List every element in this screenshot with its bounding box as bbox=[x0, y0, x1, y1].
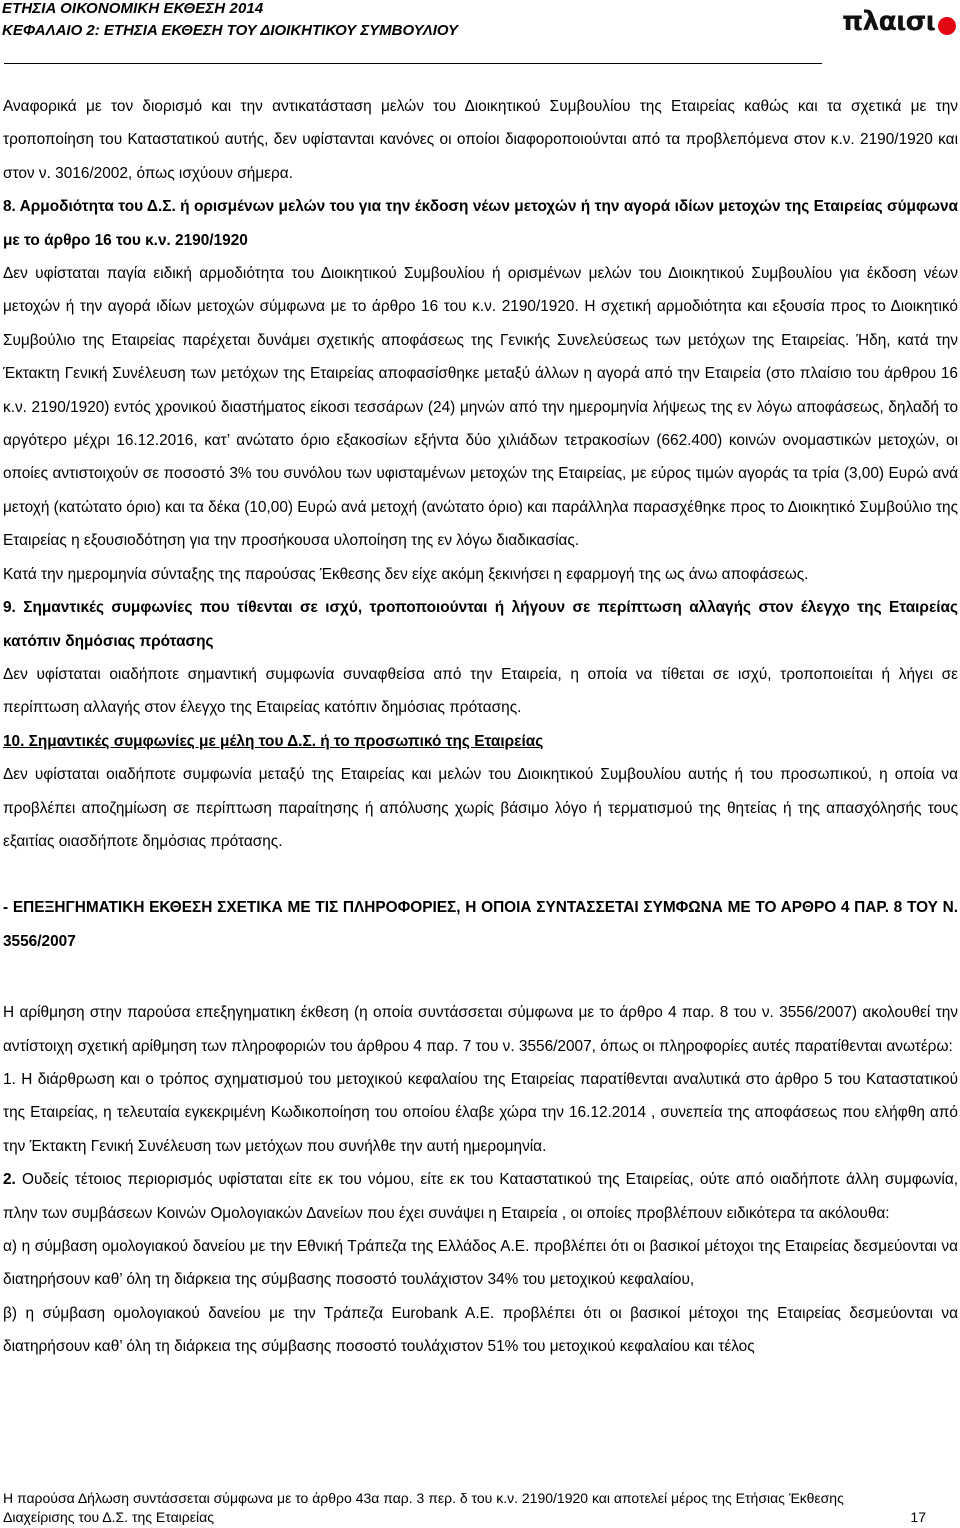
section-heading-9: 9. Σημαντικές συμφωνίες που τίθενται σε ισχύ, τροποποιούνται ή λήγουν σε περίπτωση αλλαγής στον έλεγχο της Εταιρείας κατόπιν δημόσιας πρότασης bbox=[3, 599, 958, 650]
section-heading-10: 10. Σημαντικές συμφωνίες με μέλη του Δ.Σ. ή το προσωπικό της Εταιρείας bbox=[3, 732, 544, 750]
page-number: 17 bbox=[910, 1509, 926, 1525]
header-divider bbox=[4, 63, 822, 64]
report-title: ΕΤΗΣΙΑ ΟΙΚΟΝΟΜΙΚΗ ΕΚΘΕΣΗ 2014 bbox=[2, 0, 264, 17]
plaisio-logo bbox=[842, 8, 960, 38]
chapter-title: ΚΕΦΑΛΑΙΟ 2: ΕΤΗΣΙΑ ΕΚΘΕΣΗ ΤΟΥ ΔΙΟΙΚΗΤΙΚΟΥ ΣΥΜΒΟΥΛΙΟΥ bbox=[2, 22, 458, 39]
paragraph-explanatory-intro: Η αρίθμηση στην παρούσα επεξηγηματικη έκθεση (η οποία συντάσσεται σύμφωνα με το άρθρο 4 παρ. 8 του ν. 3556/2007) ακολουθεί την αντίστοιχη σχετική αρίθμηση των πληροφοριών του άρθρου 4 παρ. 7 του ν. 3556/2007, όπως οι πληροφορίες αυτές παρατίθενται ανωτέρω: bbox=[3, 1004, 958, 1055]
paragraph-section-8-main: Δεν υφίσταται παγία ειδική αρμοδιότητα του Διοικητικού Συμβουλίου ή ορισμένων μελών του Διοικητικού Συμβουλίου για έκδοση νέων μετοχών ή την αγορά ιδίων μετοχών σύμφωνα με το άρθρο 16 του κ.ν. 2190/1920. Η σχετική αρμοδιότητα και εξουσία προς το Διοικητικό Συμβούλιο της Εταιρείας παρέχεται δυνάμει σχετικής αποφάσεως της Γενικής Συνελεύσεως των μετόχων της Εταιρείας. Ήδη, κατά την Έκτακτη Γενική Συνέλευση των μετόχων της Εταιρείας αποφασίσθηκε μεταξύ άλλων η αγορά από την Εταιρεία (στο πλαίσιο του άρθρου 16 κ.ν. 2190/1920) εντός χρονικού διαστήματος είκοσι τεσσάρων (24) μηνών από την ημερομηνία λήψεως της εν λόγω αποφάσεως, δηλαδή το αργότερο μέχρι 16.12.2016, κατ’ ανώτατο όριο εξακοσίων εξήντα δύο χιλιάδων τετρακοσίων (662.400) κοινών ονομαστικών μετοχών, οι οποίες αντιστοιχούν σε ποσοστό 3% του συνόλου των υφισταμένων μετοχών της Εταιρείας, με εύρος τιμών αγοράς τα τρία (3,00) Ευρώ ανά μετοχή (κατώτατο όριο) και τα δέκα (10,00) Ευρώ ανά μετοχή (ανώτατο όριο) και παράλληλα παρασχέθηκε προς το Διοικητικό Συμβούλιο της Εταιρείας η εξουσιοδότηση για την προσήκουσα υλοποίηση της εν λόγω διαδικασίας. bbox=[3, 265, 958, 550]
paragraph-section-10: Δεν υφίσταται οιαδήποτε συμφωνία μεταξύ της Εταιρείας και μελών του Διοικητικού Συμβουλίου αυτής ή του προσωπικού, η οποία να προβλέπει αποζημίωση σε περίπτωση παραίτησης ή απόλυσης χωρίς βάσιμο λόγο ή τερματισμού της θητείας ή της απασχόλησής τους εξαιτίας οιασδήποτε δημόσιας πρότασης. bbox=[3, 766, 958, 850]
paragraph-section-9: Δεν υφίσταται οιαδήποτε σημαντική συμφωνία συναφθείσα από την Εταιρεία, η οποία να τίθεται σε ισχύ, τροποποιείται ή λήγει σε περίπτωση αλλαγής στον έλεγχο της Εταιρείας κατόπιν δημόσιας πρότασης. bbox=[3, 665, 958, 717]
logo-red-dot-icon bbox=[938, 17, 956, 35]
footer-row bbox=[3, 1508, 958, 1527]
paragraph-section-8-status: Κατά την ημερομηνία σύνταξης της παρούσας Έκθεσης δεν είχε ακόμη ξεκινήσει η εφαρμογή της ως άνω αποφάσεως. bbox=[3, 565, 809, 583]
item-2-text: Ουδείς τέτοιος περιορισμός υφίσταται είτε εκ του νόμου, είτε εκ του Καταστατικού της Εταιρείας, ούτε από οιαδήποτε άλλη συμφωνία, πλην των συμβάσεων Κοινών Ομολογιακών Δανείων που έχει συνάψει η Εταιρεία , οι οποίες προβλέπουν ειδικότερα τα ακόλουθα: bbox=[3, 1171, 958, 1222]
item-2 bbox=[3, 1163, 958, 1230]
footer-note-line1: Η παρούσα Δήλωση συντάσσεται σύμφωνα με το άρθρο 43α παρ. 3 περ. δ του κ.ν. 2190/1920 και αποτελεί μέρος της Ετήσιας Έκθεσης bbox=[3, 1490, 844, 1506]
document-body bbox=[3, 90, 958, 1364]
paragraph-articles-of-association: Αναφορικά με τον διορισμό και την αντικατάσταση μελών του Διοικητικού Συμβουλίου της Εταιρείας καθώς και τα σχετικά με την τροποποίηση του Καταστατικού αυτής, δεν υφίστανται κανόνες οι οποίοι διαφοροποιούνται από τα προβλεπόμενα στον κ.ν. 2190/1920 και στον ν. 3016/2002, όπως ισχύουν σήμερα. bbox=[3, 98, 958, 182]
item-2-number: 2. bbox=[3, 1171, 16, 1189]
explanatory-report-heading: - ΕΠΕΞΗΓΗΜΑΤΙΚΗ ΕΚΘΕΣΗ ΣΧΕΤΙΚΑ ΜΕ ΤΙΣ ΠΛΗΡΟΦΟΡΙΕΣ, Η ΟΠΟΙΑ ΣΥΝΤΑΣΣΕΤΑΙ ΣΥΜΦΩΝΑ ΜΕ ΤΟ ΑΡΘΡΟ 4 ΠΑΡ. 8 ΤΟΥ Ν. 3556/2007 bbox=[3, 899, 958, 950]
item-1: 1. Η διάρθρωση και ο τρόπος σχηματισμού του μετοχικού κεφαλαίου της Εταιρείας παρατίθενται αναλυτικά στο άρθρο 5 του Καταστατικού της Εταιρείας, η τελευταία εγκεκριμένη Κωδικοποίηση του οποίου έλαβε χώρα την 16.12.2014 , συνεπεία της αποφάσεως που ελήφθη από την Έκτακτη Γενική Συνέλευση των μετόχων που συνήλθε την αυτή ημερομηνία. bbox=[3, 1070, 958, 1155]
item-2a: α) η σύμβαση ομολογιακού δανείου με την Εθνική Τράπεζα της Ελλάδος Α.Ε. προβλέπει ότι οι βασικοί μέτοχοι της Εταιρείας δεσμεύονται να διατηρήσουν καθ’ όλη τη διάρκεια της σύμβασης ποσοστό τουλάχιστον 34% του μετοχικού κεφαλαίου, bbox=[3, 1238, 958, 1289]
footer-note-line2: Διαχείρισης του Δ.Σ. της Εταιρείας bbox=[3, 1509, 214, 1525]
page-footer bbox=[3, 1489, 958, 1527]
item-2b: β) η σύμβαση ομολογιακού δανείου με την Τράπεζα Eurobank A.E. προβλέπει ότι οι βασικοί μέτοχοι της Εταιρείας δεσμεύονται να διατηρήσουν καθ’ όλη τη διάρκεια της σύμβασης ποσοστό τουλάχιστον 51% του μετοχικού κεφαλαίου και τέλος bbox=[3, 1304, 958, 1356]
logo-wordmark: πλαισι bbox=[842, 6, 936, 37]
section-heading-8: 8. Αρμοδιότητα του Δ.Σ. ή ορισμένων μελών του για την έκδοση νέων μετοχών ή την αγορά ιδίων μετοχών της Εταιρείας σύμφωνα με το άρθρο 16 του κ.ν. 2190/1920 bbox=[3, 198, 958, 249]
page-header bbox=[0, 0, 960, 70]
